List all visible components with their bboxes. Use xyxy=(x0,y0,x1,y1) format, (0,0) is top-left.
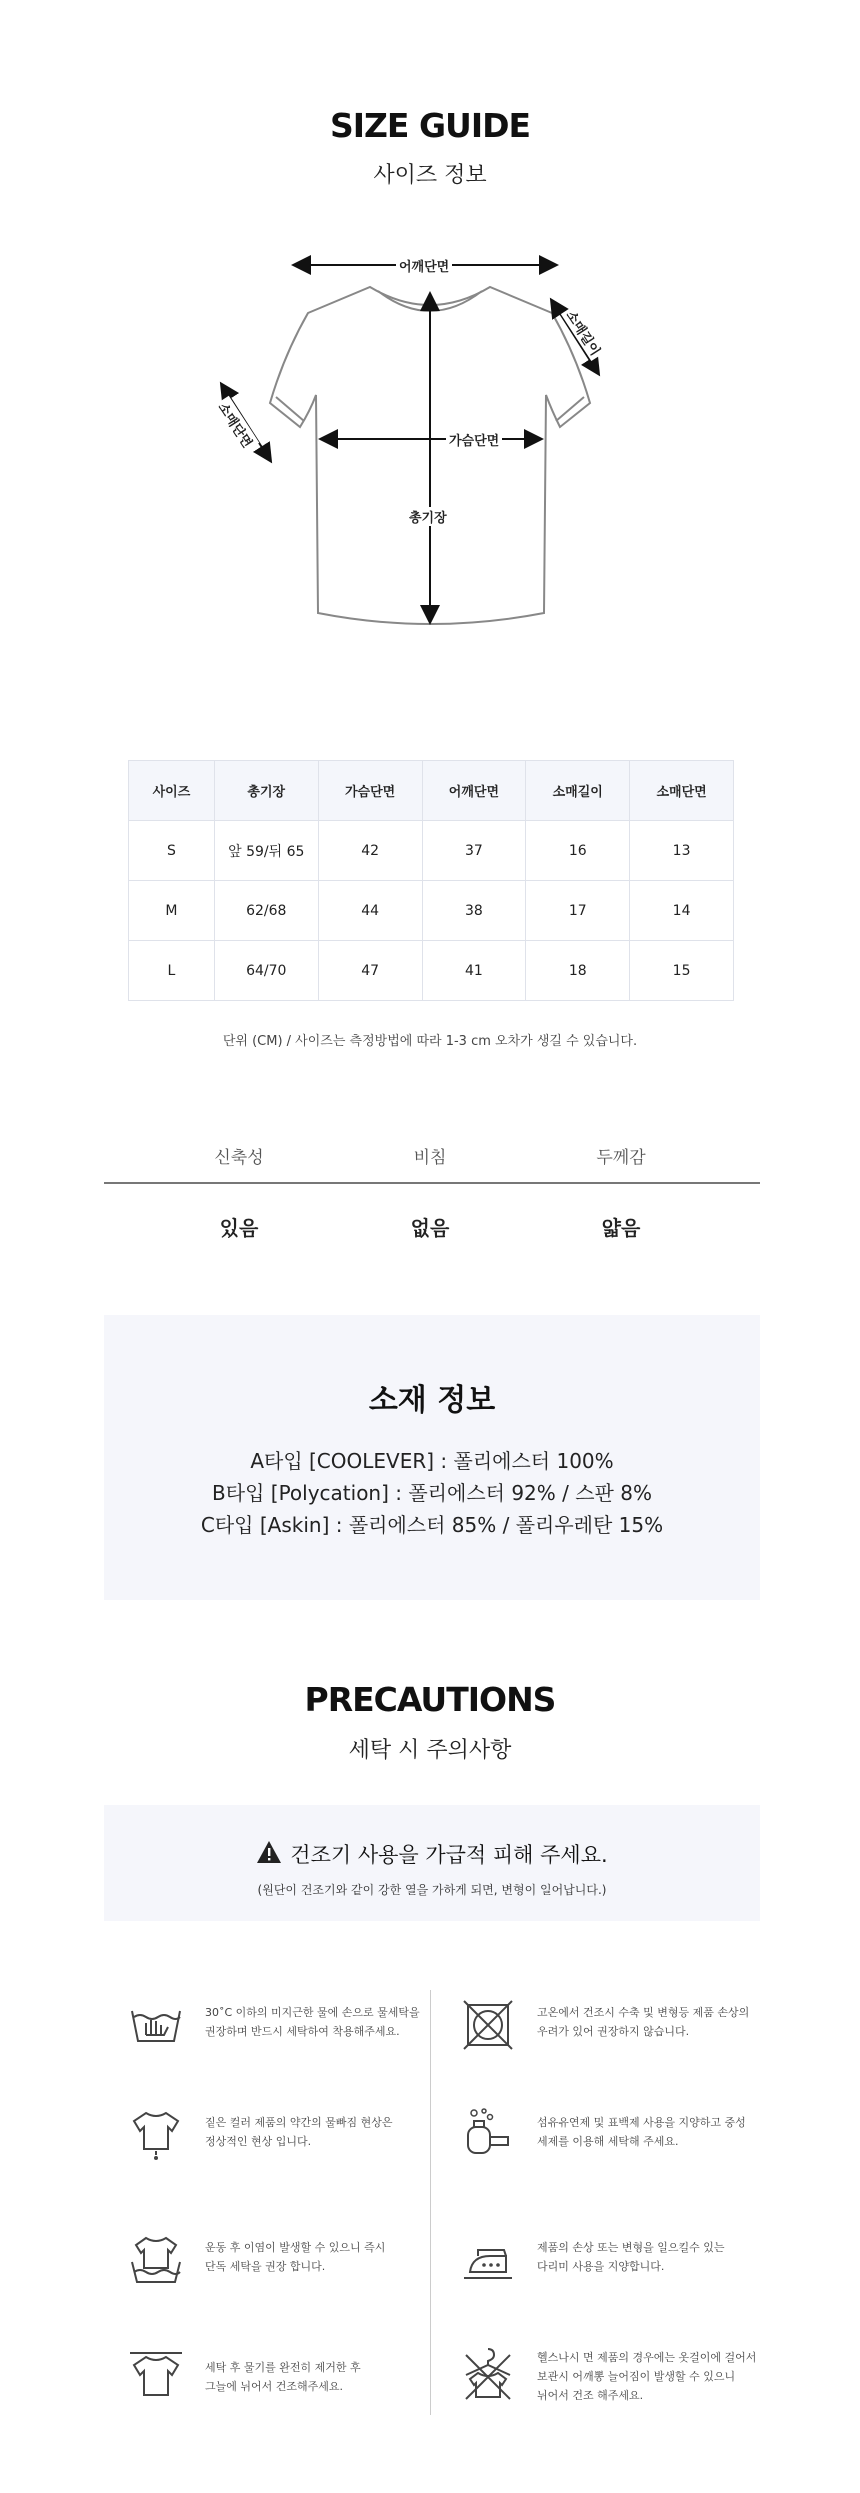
table-cell: 38 xyxy=(422,881,526,941)
divider xyxy=(430,1990,431,2415)
size-note: 단위 (CM) / 사이즈는 측정방법에 따라 1-3 cm 오차가 생길 수 있습니다. xyxy=(222,1034,638,1049)
table-cell: 64/70 xyxy=(214,941,318,1001)
precautions-subtitle: 세탁 시 주의사항 xyxy=(348,1738,512,1763)
care-line: 우려가 있어 권장하지 않습니다. xyxy=(537,2025,690,2038)
material-line: C타입 [Askin] : 폴리에스터 85% / 폴리우레탄 15% xyxy=(200,1513,664,1537)
care-text xyxy=(205,2003,425,2041)
label-sleeve-length: 소매길이 xyxy=(561,304,608,362)
table-row xyxy=(129,881,734,941)
warning-subtitle: (원단이 건조기와 같이 강한 열을 가하게 되면, 변형이 일어납니다.) xyxy=(257,1883,607,1897)
table-cell: S xyxy=(129,821,215,881)
care-line: 세탁 후 물기를 완전히 제거한 후 xyxy=(205,2361,361,2374)
warning-box xyxy=(104,1805,760,1921)
tshirt-diagram xyxy=(200,235,660,635)
table-cell: M xyxy=(129,881,215,941)
no-hang-icon xyxy=(460,2345,516,2401)
warning-icon xyxy=(256,1840,282,1868)
table-cell: 41 xyxy=(422,941,526,1001)
care-line: 제품의 손상 또는 변형을 일으킬수 있는 xyxy=(537,2241,725,2254)
table-cell: 44 xyxy=(318,881,422,941)
material-line: A타입 [COOLEVER] : 폴리에스터 100% xyxy=(250,1449,614,1473)
table-cell: 37 xyxy=(422,821,526,881)
prop-value-stretch: 있음 xyxy=(219,1216,259,1240)
table-cell: 62/68 xyxy=(214,881,318,941)
tshirt-outline-icon xyxy=(200,235,660,635)
care-line: 30˚C 이하의 미지근한 물에 손으로 물세탁을 xyxy=(205,2006,420,2019)
prop-header-thickness: 두께감 xyxy=(596,1148,646,1168)
table-header-row xyxy=(129,761,734,821)
material-title: 소재 정보 xyxy=(368,1383,496,1418)
size-table xyxy=(128,760,734,1001)
table-cell: 14 xyxy=(630,881,734,941)
no-tumble-dry-icon xyxy=(460,1997,516,2053)
table-cell: 13 xyxy=(630,821,734,881)
table-cell: 16 xyxy=(526,821,630,881)
label-sleeve-width: 소매단면 xyxy=(213,396,260,454)
care-text xyxy=(205,2238,425,2276)
detergent-icon xyxy=(460,2105,516,2161)
care-line: 세제를 이용해 세탁해 주세요. xyxy=(537,2135,679,2148)
separate-wash-icon xyxy=(128,2232,184,2288)
care-line: 그늘에 뉘어서 건조해주세요. xyxy=(205,2380,344,2393)
label-shoulder: 어깨단면 xyxy=(396,256,452,275)
table-cell: 앞 59/뒤 65 xyxy=(214,821,318,881)
care-line: 다리미 사용을 지양합니다. xyxy=(537,2260,665,2273)
care-line: 뉘어서 건조 해주세요. xyxy=(537,2389,644,2402)
table-row xyxy=(129,821,734,881)
table-cell: 47 xyxy=(318,941,422,1001)
table-header: 소매길이 xyxy=(526,761,630,821)
table-cell: 42 xyxy=(318,821,422,881)
hand-wash-icon xyxy=(128,1997,184,2053)
table-cell: 18 xyxy=(526,941,630,1001)
prop-value-thickness: 얇음 xyxy=(601,1216,641,1240)
care-line: 고온에서 건조시 수축 및 변형등 제품 손상의 xyxy=(537,2006,750,2019)
care-line: 짙은 컬러 제품의 약간의 물빠짐 현상은 xyxy=(205,2116,393,2129)
care-text xyxy=(537,2003,757,2041)
care-text xyxy=(537,2238,757,2276)
label-chest: 가슴단면 xyxy=(446,430,502,449)
care-line: 권장하며 반드시 세탁하여 착용해주세요. xyxy=(205,2025,400,2038)
table-cell: 17 xyxy=(526,881,630,941)
table-header: 총기장 xyxy=(214,761,318,821)
prop-header-stretch: 신축성 xyxy=(214,1148,264,1168)
prop-value-sheer: 없음 xyxy=(410,1216,450,1240)
table-header: 가슴단면 xyxy=(318,761,422,821)
care-text xyxy=(205,2113,425,2151)
care-text xyxy=(205,2358,425,2396)
care-line: 단독 세탁을 권장 합니다. xyxy=(205,2260,326,2273)
size-guide-subtitle: 사이즈 정보 xyxy=(373,163,487,188)
table-header: 소매단면 xyxy=(630,761,734,821)
material-line: B타입 [Polycation] : 폴리에스터 92% / 스판 8% xyxy=(212,1481,652,1505)
care-line: 헬스나시 면 제품의 경우에는 옷걸이에 걸어서 xyxy=(537,2351,757,2364)
care-line: 섬유유연제 및 표백제 사용을 지양하고 중성 xyxy=(537,2116,746,2129)
care-line: 정상적인 현상 입니다. xyxy=(205,2135,312,2148)
warning-title: 건조기 사용을 가급적 피해 주세요. xyxy=(290,1843,608,1867)
table-row xyxy=(129,941,734,1001)
care-line: 운동 후 이염이 발생할 수 있으니 즉시 xyxy=(205,2241,386,2254)
label-total-length: 총기장 xyxy=(406,507,450,526)
iron-icon xyxy=(460,2232,516,2288)
line-dry-icon xyxy=(128,2345,184,2401)
precautions-title: PRECAUTIONS xyxy=(304,1680,556,1719)
care-line: 보관시 어깨뽕 늘어짐이 발생할 수 있으니 xyxy=(537,2370,736,2383)
care-text xyxy=(537,2348,777,2405)
care-text xyxy=(537,2113,757,2151)
table-cell: L xyxy=(129,941,215,1001)
prop-header-sheer: 비침 xyxy=(413,1148,447,1168)
tshirt-bleed-icon xyxy=(128,2105,184,2161)
material-box xyxy=(104,1315,760,1600)
table-header: 어깨단면 xyxy=(422,761,526,821)
table-header: 사이즈 xyxy=(129,761,215,821)
divider xyxy=(104,1182,760,1184)
size-guide-title: SIZE GUIDE xyxy=(329,106,531,145)
table-cell: 15 xyxy=(630,941,734,1001)
